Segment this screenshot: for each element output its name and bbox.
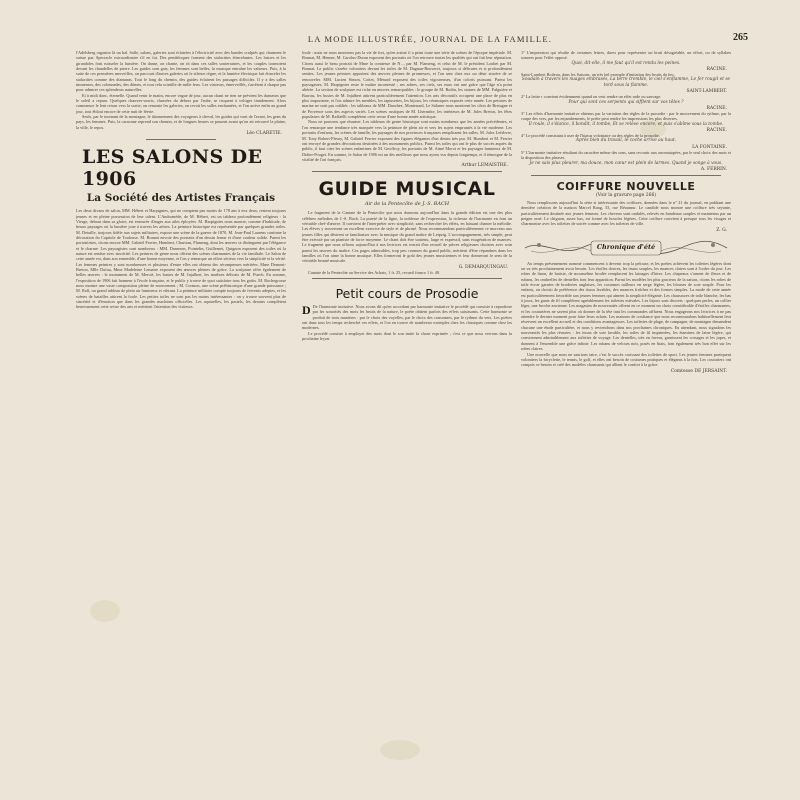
running-title: LA MODE ILLUSTRÉE, JOURNAL DE LA FAMILLE. <box>307 34 553 44</box>
verse-author: LA FONTAINE. <box>692 144 727 150</box>
guide-musical-note: Cantate de la Pentecôte au Service des Achats, 1 fr. 25, recueil franco 1 fr. 40. <box>308 269 441 275</box>
prosodie-title: Petit cours de Prosodie <box>335 286 479 301</box>
salons-title: LES SALONS DE 1906 <box>82 146 263 191</box>
verse-quote: Il roule, il s'élance, il bondit, il tombe, Et se relève encore, et puis s'abîme sous la tombe. <box>528 121 724 127</box>
drop-cap-letter: D <box>302 303 311 317</box>
article-text: Saint-Lambert Boileau, dans les Saisons, un très bel exemple d'imitation des bruits du feu. <box>521 72 675 78</box>
author-signature: Léo CLARETIE. <box>246 131 282 137</box>
article-text: 1° L'impression qui résulte de certaines lettres, dures pour représenter un bruit désagréable, un effort, ou de syllabes sonores pour l'effet opposé. <box>521 50 731 61</box>
verse-author: RACINE. <box>706 67 727 73</box>
verse-quote: Je ne sais plus pleurer, ma douce, mon cœur est plein de larmes. Quand je songe à vous. <box>529 160 723 166</box>
prosodie-text: Le procédé consiste à employer des mots dont le son imite la chose exprimée ; c'est ce que nous verrons dans la prochaine leçon. <box>302 330 512 342</box>
verse-quote: Après bien du travail, le coche arrive au haut. <box>575 138 677 144</box>
verse-quote: Pour qui sont ces serpents qui sifflent sur vos têtes ? <box>568 99 684 105</box>
column-1 <box>76 50 286 310</box>
coiffure-text: Nous remplissons aujourd'hui la série si intéressante des coiffures, données dans le n° 21 du journal, en publiant une dernière création de la maison Marcel Rang, 33, rue Réaumur. Le candide nous montre une coiffure très seyante, particulièrement destinée aux jeunes femmes. Les cheveux sont ondulés, relevés en bandeaux souples et maintenus par un peigne orné. Le chignon, assez bas, est formé de boucles légères. Cette coiffure convient à presque tous les visages et s'harmonise avec les toilettes de soirée comme avec les toilettes de ville. <box>521 199 731 227</box>
author-signature: Comtesse DE JERSAINT. <box>670 368 727 374</box>
verse-author: A. FERRIN. <box>700 166 727 172</box>
prosodie-text-body: De l'harmonie imitative. Nous avons dit qu'en accordant par harmonie imitative le procédé qui consiste à reproduire par les sonorités des mots les bruits de la nature, le poète obtient parfois des effets saisissants. Cette harmonie se produit de trois manières : par le choix des voyelles, par le choix des consonnes, par le rythme du vers. Les poètes ont dans tous les temps recherché ces effets, et l'on en trouve de nombreux exemples chez les classiques comme chez les modernes. <box>302 304 512 331</box>
author-signature: Arthur LEMAISTRE. <box>461 163 508 169</box>
prosodie-text <box>302 304 512 331</box>
salons-article-text: Les deux divans de salon, MM. Hébert et Harpignies, qui ne comptent pas moins de 178 ans à eux deux, restent toujours jeunes et en pleine possession de leur talent. L'Andromède, de M. Hébert, est un tableau profondément religieux : la Vierge, debout dans sa gloire, est entourée d'anges aux ailes éployées. M. Harpignies nous montre, comme d'habitude, de beaux paysages où la lumière joue à travers les arbres. La peinture historique est représentée par quelques grandes toiles. M. Detaille, toujours fidèle aux sujets militaires, expose une scène de la guerre de 1870. M. Jean-Paul Laurens continue la décoration du Capitole de Toulouse. M. Bonnat envoie des portraits d'un dessin ferme et d'une couleur solide. Parmi les portraitistes, citons encore MM. Gabriel Ferrier, Humbert, Chartran, Flameng, dont les œuvres se distinguent par l'élégance et le charme. Les paysagistes sont nombreux : MM. Dameron, Pointelin, Guillemet, Quignon exposent des toiles où la nature est rendue avec sincérité. Les peintres de genre nous offrent des scènes charmantes de la vie familiale. Le Salon de cette année est, dans son ensemble, d'une bonne moyenne, et l'on y remarque un effort sérieux vers la simplicité et la vérité. Les femmes peintres y sont nombreuses et plusieurs d'entre elles ont obtenu des récompenses méritées. Mme Demont-Breton, Mlle Dufau, Mme Madeleine Lemaire exposent des œuvres pleines de grâce. La sculpture offre également de belles œuvres : le monument de M. Mercié, les bustes de M. Injalbert, les marbres délicats de M. Puech. En somme, l'exposition de 1906 fait honneur à l'école française, et le public y trouve de quoi satisfaire tous les goûts. M. Rochegrosse nous montre une vaste composition pleine de mouvement ; M. Cormon, une scène préhistorique d'une grande puissance ; M. Roll, un grand tableau de plein air lumineux et vibrant. La peinture militaire compte toujours de fervents adeptes, et les scènes de batailles attirent la foule. Les petites toiles ne sont pas les moins intéressantes : on y trouve souvent plus de sincérité et d'émotion que dans les grandes machines officielles. Les aquarelles, les pastels, les dessins complètent heureusement cette revue des arts et méritent l'attention des visiteurs. <box>76 208 286 310</box>
verse-author: RACINE. <box>706 128 727 134</box>
chronique-text: Au temps présentement nommé commencent à devenir trop la pelouse, et les poètes achèvent les toilettes légères dont on va très prochainement avoir besoin. Les étoffes douces, les tissus souples, les nuances claires sont à l'ordre du jour. Les robes de linon, de batiste, de mousseline brodée remplacent les lainages d'hiver. Les chapeaux s'ornent de fleurs et de rubans, les ombrelles de dentelles font leur apparition. Parmi les modèles les plus gracieux de la saison, citons les robes de toile écrue garnies de broderies anglaises, les costumes tailleurs en serge légère, les blouses de soie souple. Pour les enfants, on choisit de préférence des tissus lavables, des nuances fraîches et des formes simples. La mode de cette année est particulièrement favorable aux jeunes femmes qui aiment la simplicité élégante. Les chaussures de toile blanche, les bas à jours, les gants de fil complètent agréablement les toilettes estivales. Les bijoux sont discrets : quelques perles, un collier léger, une broche ancienne. Les magasins de nouveautés offrent en ce moment un choix considérable d'étoffes charmantes, et les couturières ne savent plus où donner de la tête tant les commandes affluent. Nous engageons nos lectrices à ne pas attendre le dernier moment pour faire leurs achats. Les maisons de confiance que nous recommandons habituellement leur réservent un excellent accueil et des conditions avantageuses. Les toilettes de plage, de campagne, de montagne demandent chacune une étude particulière, et nous y reviendrons dans nos prochaines chroniques. En attendant, nous signalons les nouveautés les plus réussies : les tissus de soie lavable, les toiles de fil imprimées, les étamines de laine légère, qui conviennent admirablement aux toilettes de voyage. Les dentelles, très en faveur, garnissent les corsages et les jupes, et donnent à l'ensemble une grâce infinie. Les rubans de velours noir, posés en biais, font également très bon effet sur les robes claires. <box>521 260 731 352</box>
verse-quote: Quoi, dit-elle, il me faut qu'il est rendu les peines. <box>571 60 681 66</box>
article-text: foule : mais ne nous montrons pas la vie de fort, qu'en artiste il a peint toute une série de scènes de l'époque impériale. M. Bonnat, M. Henner, M. Carolus-Duran exposent des portraits où l'on retrouve toutes les qualités qui ont fait leur réputation. Citons aussi le beau portrait de Mme la comtesse de N..., par M. Flameng, et celui de M. le président Loubet par M. Bonnat. Le public s'arrête volontiers devant les toiles de M. Dagnan-Bouveret, toujours si délicates et si profondément senties. Les jeunes peintres apportent des œuvres pleines de promesses, et l'on sent chez eux un désir sincère de se renouveler. MM. Lucien Simon, Cottet, Ménard exposent des toiles vigoureuses, d'un coloris puissant. Parmi les paysagistes, M. Harpignies reste le maître incontesté ; ses arbres, ses ciels, ses eaux ont une grâce que l'âge n'a point altérée. La section de sculpture est riche en œuvres remarquables : le groupe de M. Rodin, les statues de MM. Falguière et Barrias, les bustes de M. Injalbert attirent particulièrement l'attention. Les arts décoratifs occupent une place de plus en plus importante, et l'on admire les meubles, les tapisseries, les bijoux, les céramiques exposés cette année. Les peintres de marine ne sont pas oubliés : les tableaux de MM. Dauchez, Montenard, Le Sidaner nous montrent les côtes de Bretagne et de Provence sous des aspects variés. Les scènes rustiques de M. Lhermitte, les intérieurs de M. Jules Breton, les fêtes populaires de M. Raffaëlli complètent cette revue d'une bonne année artistique. <box>302 50 512 120</box>
article-text: 5° L'harmonie imitative résultant du caractère même des sons, sans recourir aux onomatopées, par le seul choix des mots et la disposition des phrases. <box>521 149 731 161</box>
article-text: Seuls, par le tournant de la montagne, le tâtonnement des voyageurs à cheval, les guides qui vont de l'avant, les gens du pays, les femmes. Puis, la caravane reprend son chemin, et de longues heures se passent avant qu'on ait retrouvé la plaine, la ville, le repos. <box>76 114 286 130</box>
chronique-title: Chronique d'été <box>596 242 656 251</box>
author-signature: G. DEMARQUINGAU. <box>458 264 508 270</box>
article-text: Et à midi donc, éternelle. Quand venir le matin, encore vague de jour, aucun chant ne rien ne prévient les danseurs que le soleil a reparu. Quelques chauves-souris, chassées du dehors par l'aube, se risquent à voltiger timidement. Alors commence le lent retour vers la sortie; on remonte les galeries, on revoit les salles enchantées, et l'on arrive enfin au grand jour, tout ébloui encore de cette nuit de féerie. <box>76 92 286 114</box>
guide-musical-text: Le fragment de la Cantate de la Pentecôte que nous donnons aujourd'hui dans la grande édition est une des plus célèbres mélodies de J.-S. Bach. La pureté de la ligne, la noblesse de l'expression, la richesse de l'harmonie en font un véritable chef-d'œuvre. Il convient de l'interpréter avec simplicité, sans rechercher les effets, en laissant chanter la mélodie. Les élèves y trouveront un excellent exercice de style et de phrasé. Nous recommandons particulièrement ce morceau aux jeunes filles qui désirent se familiariser avec la musique du grand maître de Leipzig. L'accompagnement, très simple, peut être exécuté par un pianiste de force moyenne. Le chant doit être soutenu, large et expressif, sans exagération de nuances. Le fragment que nous offrons aujourd'hui à nos lectrices est extrait d'un recueil de pièces religieuses choisies avec soin parmi les œuvres du maître. Ces pages admirables, trop peu connues du grand public, méritent d'être répandues dans les familles où l'on aime la bonne musique. Elles formeront le goût des jeunes musiciennes et leur donneront le sens de la véritable beauté musicale. <box>302 210 512 264</box>
divider <box>146 139 216 140</box>
chronique-banner <box>521 237 731 259</box>
salons-subtitle: La Société des Artistes Français <box>86 192 276 205</box>
article-text: 4° Le procédé consistant à user de l'hiatus volontaire ou des règles de la prosodie. <box>521 133 660 139</box>
column-2 <box>302 50 512 341</box>
article-text: 2° La lettre r convient évidemment quand on veut rendre un effet rude ou sauvage. <box>521 94 662 100</box>
guide-musical-subtitle: Air de la Pentecôte de J.-S. BACH <box>364 201 450 208</box>
verse-author: RACINE. <box>706 106 727 111</box>
divider <box>312 171 502 172</box>
column-3 <box>521 50 731 374</box>
author-signature: Z. G. <box>716 227 727 233</box>
article-text: l'Adelsberg organise là un bal. Salle, salons, galeries sont éclairées à l'électricité avec des bandes sculptés qui charment le suisse par. Spectacle extraordinaire s'il en fut. Des pendeloques forment des stalactites étincelantes. Les lustres et les girandoles font ruisseler la lumière. On danse, on chante, on rit dans ces salles souterraines, et les couples tournoient devant les chandelles de pierre. Les guides sont gais, les femmes sont belles, la musique entraîne les valseurs. Puis, à la suite de ces premières merveilles, on parcourt d'autres galeries où le silence règne, et la lumière électrique fait étinceler les stalactites comme des diamants. Tout le long du chemin, des guides éclairent les passages difficiles. Il y a des salles immenses, des colonnades, des dômes, et tout cela scintille de mille feux. Les visiteurs, émerveillés, s'arrêtent à chaque pas pour admirer ces splendeurs naturelles. <box>76 50 286 93</box>
paper-stain <box>380 740 420 760</box>
coiffure-subtitle: (Voir la gravure page 266) <box>595 192 657 198</box>
guide-musical-title: GUIDE MUSICAL <box>318 178 496 201</box>
article-text: Nous ne pouvons que résumer. Les tableaux de genre historique sont moins nombreux que les années précédentes, et l'on remarque une tendance très marquée vers la peinture de plein air et vers les sujets empruntés à la vie moderne. Les portraits d'enfants, les scènes de famille, les paysages de nos provinces françaises remplissent les salles. M. Jules Lefebvre, M. Tony Robert-Fleury, M. Gabriel Ferrier exposent des figures élégantes d'un dessin très pur. M. Humbert et M. Ferrier ont envoyé de grandes décorations destinées à des monuments publics. Parmi les toiles qui ont le plus de succès auprès du public, il faut citer les scènes enfantines de M. Geoffroy, les portraits de M. Aimé Morot et les paysages lumineux de M. Didier-Pouget. En somme, le Salon de 1906 est un des meilleurs que nous ayons vus depuis longtemps, et il témoigne de la vitalité de l'art français. <box>302 119 512 162</box>
chronique-text: Une nouvelle que nous ne saurions taire, c'est le succès croissant des toilettes de sport. Les jeunes femmes pratiquent volontiers la bicyclette, le tennis, le golf, et elles ont besoin de costumes pratiques et élégants à la fois. Les couturiers ont compris ce besoin et créé des modèles charmants qui allient le confort à la grâce. <box>521 351 731 368</box>
article-text: 3° Les effets d'harmonie imitative obtenus par la variation des règles de la prosodie : par le mouvement du rythme, par la coupe des vers, par les enjambements, le poète peut rendre les impressions les plus diverses. <box>521 111 731 122</box>
page-number: 265 <box>733 32 748 43</box>
divider <box>312 278 502 279</box>
paper-stain <box>90 600 120 622</box>
verse-author: SAINT-LAMBERT. <box>686 89 727 95</box>
verse-quote: Soudain à travers les nuages embrasés, La terre tremble, le ciel s'enflamme, Le fer rougit et se tord sous la flamme. <box>521 77 731 88</box>
coiffure-title: COIFFURE NOUVELLE <box>556 179 696 193</box>
divider <box>531 175 721 176</box>
